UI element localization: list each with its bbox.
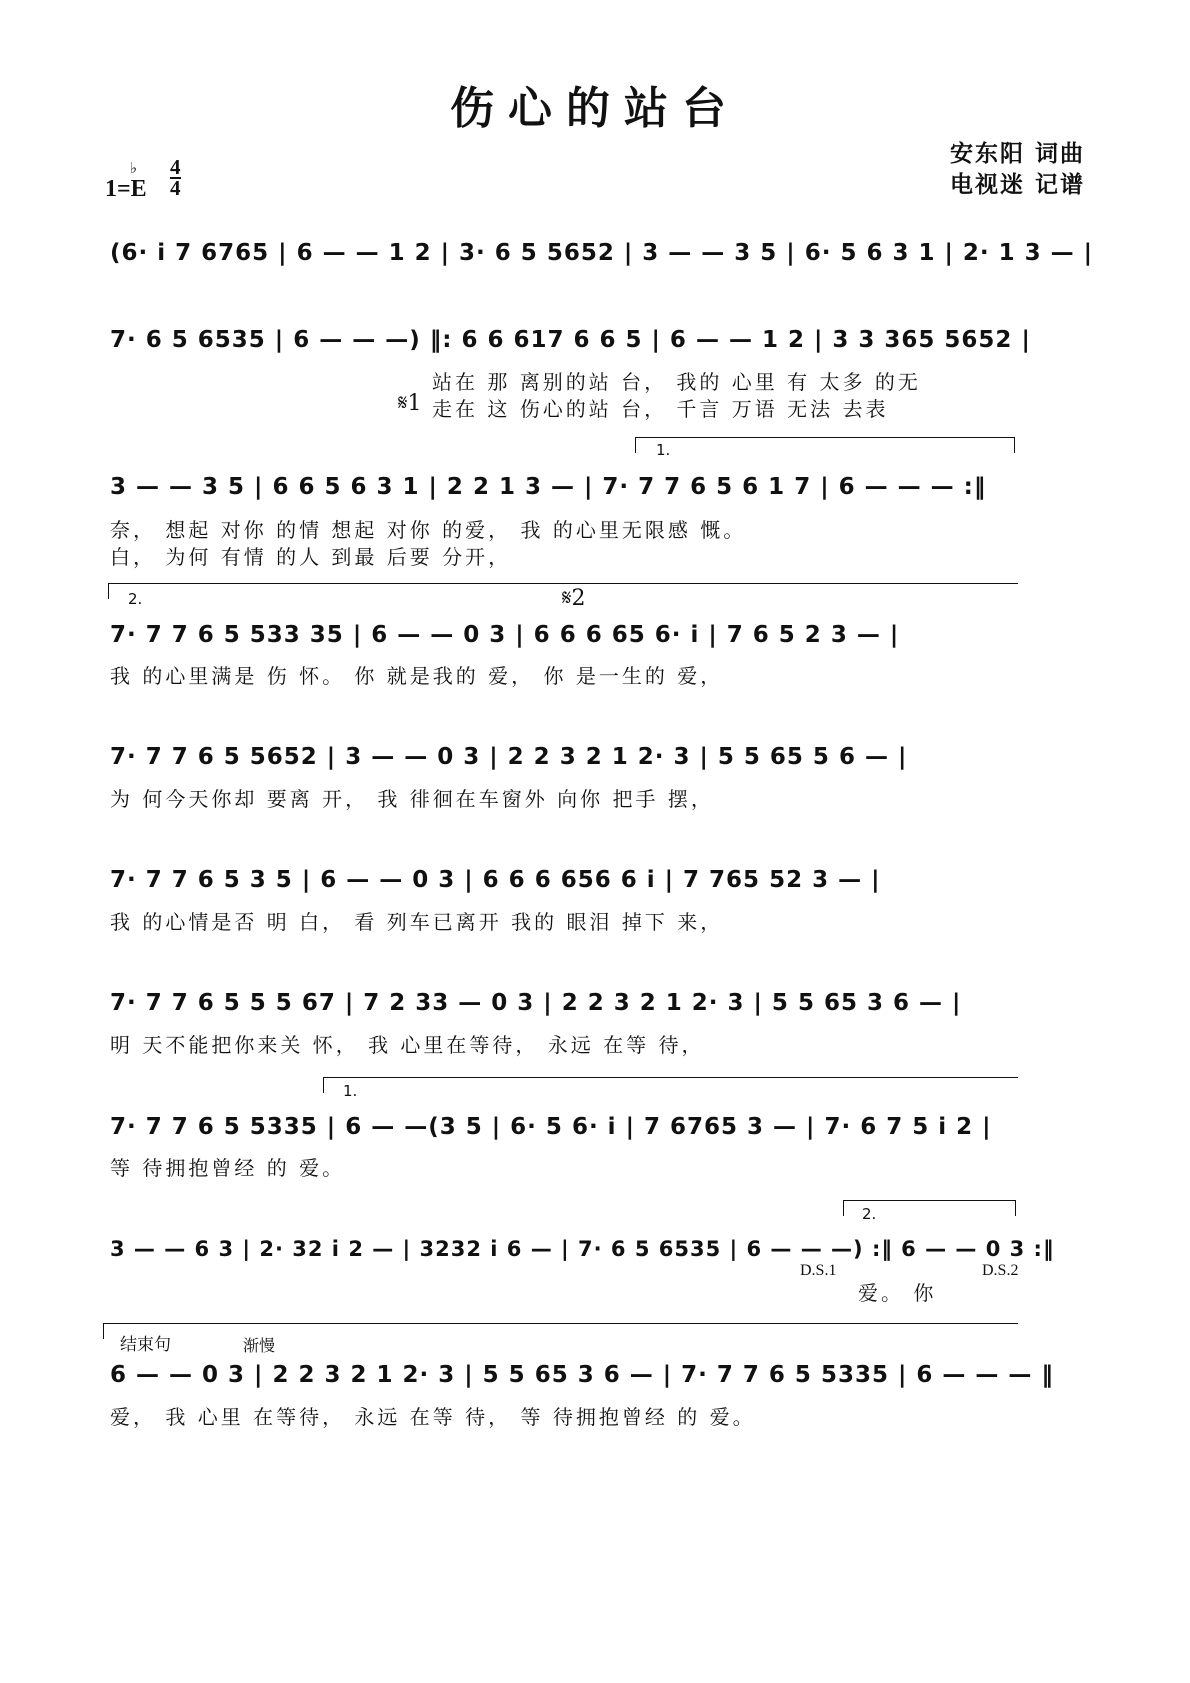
lyrics-row-3-verse-2: 白， 为何 有情 的人 到最 后要 分开，	[110, 545, 512, 569]
volta-2-bracket	[108, 583, 1018, 584]
volta-2-tick	[108, 583, 109, 599]
staff-row-8: 7· 7 7 6 5 5335 | 6 — —(3 5 | 6· 5 6· i | 7 6765 3 — | 7· 6 7 5 i 2 |	[110, 1114, 992, 1140]
key-signature	[105, 161, 147, 203]
ending-label: 结束句	[120, 1335, 171, 1355]
volta-2-label: 2.	[128, 590, 143, 608]
volta-2b-bracket	[843, 1200, 1016, 1201]
lyrics-row-5: 为 何今天你却 要离 开， 我 徘徊在车窗外 向你 把手 摆，	[110, 787, 714, 811]
lyrics-row-3-verse-1: 奈， 想起 对你 的情 想起 对你 的爱， 我 的心里无限感 慨。	[110, 518, 747, 542]
ritardando-label: 渐慢	[243, 1336, 276, 1355]
ds2-marking: D.S.2	[982, 1262, 1019, 1279]
staff-row-3: 3 — — 3 5 | 6 6 5 6 3 1 | 2 2 1 3 — | 7· 7 7 6 5 6 1 7 | 6 — — — :‖	[110, 474, 987, 500]
lyrics-row-9: 爱。 你	[858, 1281, 937, 1305]
lyrics-row-10: 爱， 我 心里 在等待， 永远 在等 待， 等 待拥抱曾经 的 爱。	[110, 1405, 756, 1429]
volta-1b-tick	[323, 1077, 324, 1093]
staff-row-5: 7· 7 7 6 5 5652 | 3 — — 0 3 | 2 2 3 2 1 2· 3 | 5 5 65 5 6 — |	[110, 744, 908, 770]
staff-row-2: 7· 6 5 6535 | 6 — — —) ‖: 6 6 617 6 6 5 | 6 — — 1 2 | 3 3 365 5652 |	[110, 327, 1031, 353]
segno-2: 𝄋2	[562, 586, 586, 611]
song-title: 伤心的站台	[450, 83, 740, 134]
staff-row-6: 7· 7 7 6 5 3 5 | 6 — — 0 3 | 6 6 6 656 6 i | 7 765 52 3 — |	[110, 867, 881, 893]
lyricist-credit: 安东阳 词曲	[949, 141, 1085, 167]
volta-2b-label: 2.	[862, 1205, 877, 1223]
ending-tick	[103, 1323, 104, 1339]
volta-2b-end-tick	[1015, 1200, 1016, 1216]
staff-row-7: 7· 7 7 6 5 5 5 67 | 7 2 33 — 0 3 | 2 2 3 2 1 2· 3 | 5 5 65 3 6 — |	[110, 990, 962, 1016]
volta-1-end-tick	[1014, 437, 1015, 453]
volta-1-bracket	[635, 437, 1015, 438]
lyrics-row-4: 我 的心里满是 伤 怀。 你 就是我的 爱， 你 是一生的 爱，	[110, 664, 724, 688]
lyrics-row-7: 明 天不能把你来关 怀， 我 心里在等待， 永远 在等 待，	[110, 1033, 705, 1057]
volta-2b-tick	[843, 1200, 844, 1216]
volta-1b-bracket	[323, 1077, 1018, 1078]
time-signature-top: 4	[170, 155, 181, 179]
staff-row-4: 7· 7 7 6 5 533 35 | 6 — — 0 3 | 6 6 6 65 6· i | 7 6 5 2 3 — |	[110, 622, 900, 648]
volta-1b-label: 1.	[343, 1082, 358, 1100]
time-signature	[170, 155, 181, 200]
segno-1: 𝄋1	[398, 391, 422, 416]
lyrics-row-6: 我 的心情是否 明 白， 看 列车已离开 我的 眼泪 掉下 来，	[110, 910, 724, 934]
staff-row-9: 3 — — 6 3 | 2· 32 i 2 — | 3232 i 6 — | 7· 6 5 6535 | 6 — — —) :‖ 6 — — 0 3 :‖	[110, 1237, 1055, 1261]
volta-1-tick	[635, 437, 636, 453]
volta-1-label: 1.	[656, 441, 671, 459]
ds1-marking: D.S.1	[800, 1262, 837, 1279]
transcriber-credit: 电视迷 记谱	[949, 172, 1085, 198]
lyrics-row-2-verse-1: 站在 那 离别的站 台， 我的 心里 有 太多 的无	[432, 370, 921, 394]
key-label: 1=E	[105, 176, 147, 202]
staff-row-10: 6 — — 0 3 | 2 2 3 2 1 2· 3 | 5 5 65 3 6 — | 7· 7 7 6 5 5335 | 6 — — — ‖	[110, 1362, 1054, 1388]
lyrics-row-2-verse-2: 走在 这 伤心的站 台， 千言 万语 无法 去表	[432, 397, 889, 421]
time-signature-bottom: 4	[170, 176, 181, 200]
key-flat: ♭	[130, 161, 138, 177]
lyrics-row-8: 等 待拥抱曾经 的 爱。	[110, 1156, 346, 1180]
staff-row-1: (6· i 7 6765 | 6 — — 1 2 | 3· 6 5 5652 | 3 — — 3 5 | 6· 5 6 3 1 | 2· 1 3 — |	[110, 240, 1094, 266]
ending-bracket	[103, 1323, 1018, 1324]
